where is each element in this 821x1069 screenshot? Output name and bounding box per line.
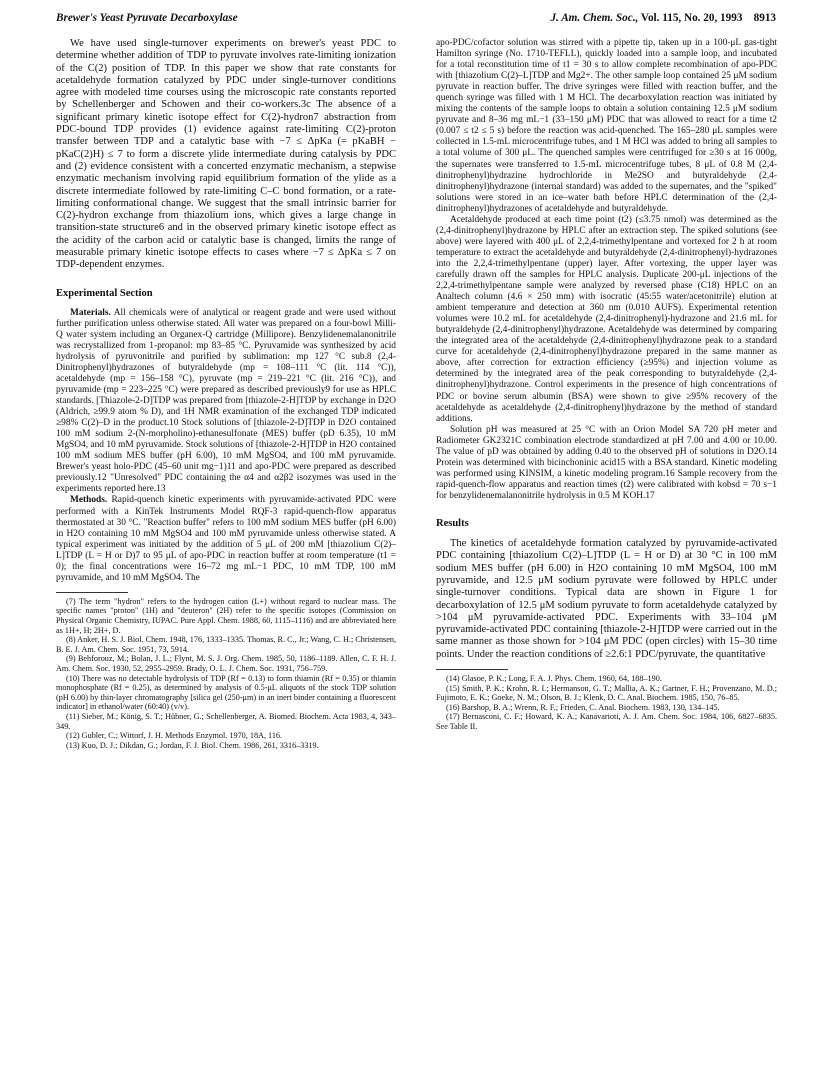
hplc-paragraph: Acetaldehyde produced at each time point (t2) (≤3.75 nmol) was determined as the (2,4-dinitrophenyl)hydrazone by HPLC after an extraction step. The spiked solutions (see above) were layered with 400 μL of 2,2,4-trimethylpentane and vortexed for 2 h at room temperature to extract the acetaldehyde and butyraldehyde (2,4-dinitrophenyl)-hydrazones into the 2,2,4-trimethylpentane (upper) layer. After vortexing, the upper layer was carefully drawn off the samples for HPLC analysis. Duplicate 200-μL injections of the 2,2,4-trimethylpentane sample were analyzed by reversed phase (C18) HPLC on an Analtech column (4.6 × 250 mm) with isocratic (45:55 water/acetonitrile) elution at ambient temperature and detection at 360 nm (0.010 AUFS). Experimental retention volumes were 10.2 mL for acetaldehyde (2,4-dinitrophenyl)-hydrazone and 21.6 mL for butyraldehyde (2,4-dinitrophenyl)hydrazone. Acetaldehyde was determined by comparing the integrated area of the acetaldehyde (2,4-dinitrophenyl)hydrazone peak to a standard curve for acetaldehyde (2,4-dinitrophenyl)hydrazone prepared in the same manner as above, after correction for extraction efficiency (≥95%) and injection volume as determined by the integrated area of the peak corresponding to butyraldehyde (2,4-dinitrophenyl)hydrazone. Control experiments in the presence of high concentrations of PDC or bovine serum albumin (BSA) were shown to give ≥95% recovery of the acetaldehyde as acetaldehyde (2,4-dinitrophenyl)hydrazone by the method of standard additions. (436, 214, 777, 424)
procedure-paragraph: apo-PDC/cofactor solution was stirred with a pipette tip, taken up in a 100-μL gas-tight Hamilton syringe (No. 1710-TEFLL), quickly loaded into a sample loop, and incubated for a total reconstitution time of t1 = 30 s to allow complete recombination of apo-PDC with [thiazolium C(2)–L]TDP and Mg2+. The other sample loop contained 25 μM sodium pyruvate in reaction buffer. The drive syringes were filled with reaction buffer, and the quench syringe was filled with 1 M HCl. The decarboxylation reaction was initiated by mixing the contents of the sample loops to obtain a solution containing 12.5 μM sodium pyruvate and 8–36 mg mL−1 (33–150 μM) PDC that was allowed to react for a time t2 (0.007 ≤ t2 ≤ 5 s) before the reaction was acid-quenched. The 165–280 μL samples were collected in 1.5-mL microcentrifuge tubes, and 1 M HCl was added to bring all samples to a total volume of 300 μL. The quenched samples were centrifuged for ≥30 s at 16 000g, the supernates were transferred to 1.5-mL microcentrifuge tubes, 8 μL of 0.8 M (2,4-dinitrophenyl)hydrazine hydrochloride in Me2SO and butyraldehyde (2,4-dinitrophenyl)hydrazone (internal standard) was added to the supernates, and the "spiked" solutions were stored in an ice–water bath before HPLC determination of the (2,4-dinitrophenyl)hydrazones of acetaldehyde and butyraldehyde. (436, 38, 777, 214)
intro-paragraph: We have used single-turnover experiments on brewer's yeast PDC to determine whether addition of TDP to pyruvate involves rate-limiting ionization of the C(2) position of TDP. In this paper we show that rate constants for acetaldehyde formation catalyzed by PDC under single-turnover conditions agree with modeled time courses using the microscopic rate constants reported by Schellenberger and Schowen and their co-workers.3c The absence of a significant primary kinetic isotope effect for C(2)-hydron7 abstraction from PDC-bound TDP provides (1) evidence against rate-limiting C(2)-proton transfer between TDP and a catalytic base with −7 ≤ ΔpKa (= pKaBH − pKaC(2)H) ≤ 7 to form a discrete ylide intermediate during catalysis by PDC and (2) evidence consistent with a concerted enzymatic mechanism, a stepwise enzymatic mechanism involving rapid equilibrium formation of the ylide as a discrete intermediate followed by rate-limiting C–C bond formation, or a rate-limiting conformational change. We suggest that the small intrinsic barrier for C(2)-hydron exchange from thiazolium ions, which gives a large change in transition-state structure6 and in the observed primary kinetic isotope effect as the acidity of the carbon acid or catalytic base is changed, limits the range of measurable primary kinetic isotope effects to cases where −7 ≤ ΔpKa ≤ 7 on TDP-dependent enzymes. (56, 38, 396, 271)
footnote: (16) Barshop, B. A.; Wrenn, R. F.; Frieden, C. Anal. Biochem. 1983, 130, 134–145. (446, 702, 720, 712)
journal-name: J. Am. Chem. Soc., (550, 12, 639, 24)
footnote: (17) Bernasconi, C. F.; Howard, K. A.; Kanavarioti, A. J. Am. Chem. Soc. 1984, 106, 6827–6835. See Table II. (436, 712, 777, 731)
footnote-divider (56, 592, 128, 593)
running-title: Brewer's Yeast Pyruvate Decarboxylase (56, 12, 238, 24)
page-header (56, 12, 776, 28)
experimental-section-title: Experimental Section (56, 287, 153, 299)
methods-paragraph (56, 495, 396, 583)
left-footnotes (56, 597, 396, 751)
footnote: (14) Glasoe, P. K.; Long, F. A. J. Phys. Chem. 1960, 64, 188–190. (446, 673, 662, 683)
methods-label: Methods. (70, 495, 108, 506)
methods-text: Rapid-quench kinetic experiments with pyruvamide-activated PDC were performed with a KinTek Instruments Model RQF-3 rapid-quench-flow apparatus thermostated at 30 °C. "Reaction buffer" refers to 100 mM sodium MES buffer (pH 6.00) in H2O containing 10 mM MgSO4 and 100 mM pyruvamide unless otherwise stated. A typical experiment was initiated by the addition of 5 μL of 200 mM [thiazolium C(2)–L]TDP (L = H or D)7 to 95 μL of apo-PDC in reaction buffer at room temperature (t1 = 0); the final concentrations were 16–72 mg mL−1 PDC, 10 mM TDP, 100 mM pyruvamide, and 10 mM MgSO4. The (56, 495, 396, 583)
left-column (56, 38, 396, 750)
materials-label: Materials. (70, 307, 111, 318)
page-number: 8913 (753, 12, 776, 24)
right-column (436, 38, 777, 732)
footnote: (11) Sieber, M.; König, S. T.; Hübner, G.; Schellenberger, A. Biomed. Biochem. Acta 1983, 4, 343–349. (56, 711, 396, 731)
footnote: (10) There was no detectable hydrolysis of TDP (Rf = 0.13) to form thiamin (Rf = 0.35) or thiamin monophosphate (Rf = 0.25), as determined by analysis of 0.5-μL aliquots of the stock TDP solution (pH 6.00) by thin-layer chromatography [silica gel (250-μm) in an inert binder containing a fluorescent indicator] in ethanol/water (60:40) (v/v). (56, 673, 396, 712)
results-section-title: Results (436, 517, 469, 529)
materials-text: All chemicals were of analytical or reagent grade and were used without further purification unless otherwise stated. All water was prepared on a four-bowl Milli-Q water system including an Organex-Q cartridge (Millipore). Benzylidenemalanonitrile was recrystallized from 1-propanol: mp 83–85 °C. Pyruvamide was synthesized by acid hydrolysis of pyruvonitrile and purified by sublimation: mp 127 °C sub.8 (2,4-Dinitrophenyl)hydrazones of butyraldehyde (mp = 108–111 °C (lit. 114 °C)), acetaldehyde (mp = 156–158 °C), pyruvate (mp = 219–221 °C (lit. 216 °C)), and pyruvamide (mp = 223–225 °C) were prepared as described previously9 for use as HPLC standards. [Thiazole-2-D]TDP was prepared from [thiazole-2-H]TDP by exchange in D2O (Aldrich, ≥99.9 atom % D), and 1H NMR examination of the exchanged TDP indicated ≥98% C(2)–D in the product.10 Stock solutions of [thiazole-2-D]TDP in D2O contained 100 mM sodium 2-(N-morpholino)-ethanesulfonate (MES) buffer (pD 6.35), 10 mM MgSO4, and 10 mM pyruvamide. Stock solutions of [thiazole-2-H]TDP in H2O contained 100 mM sodium MES buffer (pH 6.00), 10 mM MgSO4, and 100 mM pyruvamide. Brewer's yeast holo-PDC (45–60 unit mg−1)11 and apo-PDC were prepared as described previously.12 "Unresolved" PDC containing the α4 and α2β2 isozymes was used in the experiments reported here.13 (56, 307, 397, 495)
right-footnotes (436, 674, 777, 732)
footnote: (12) Gubler, C.; Wittorf, J. H. Methods Enzymol. 1970, 18A, 116. (66, 731, 283, 741)
footnote: (8) Anker, H. S. J. Biol. Chem. 1948, 176, 1333–1335. Thomas, R. C., Jr.; Wang, C. H.; Christensen, B. E. J. Am. Chem. Soc. 1951, 73, 5914. (56, 635, 396, 654)
footnote-divider (436, 669, 508, 670)
journal-volume: Vol. 115, No. 20, 1993 (640, 12, 743, 24)
footnote: (9) Behforouz, M.; Bolan, J. L.; Flynt, M. S. J. Org. Chem. 1985, 50, 1186–1189. Allen, C. F. H. J. Am. Chem. Soc. 1930, 52, 2955–2959. Brady, O. L. J. Chem. Soc. 1931, 756–759. (56, 654, 396, 674)
journal-citation (550, 12, 776, 24)
footnote: (15) Smith, P. K.; Krohn, R. I.; Hermanson, G. T.; Mallia, A. K.; Gartner, F. H.; Provenzano, M. D.; Fujimoto, E. K.; Goeke, N. M.; Olson, B. J.; Klenk, D. C. Anal. Biochem. 1985, 150, 76–85. (436, 683, 777, 703)
footnote: (13) Kuo, D. J.; Dikdan, G.; Jordan, F. J. Biol. Chem. 1986, 261, 3316–3319. (66, 740, 319, 750)
footnote: (7) The term "hydron" refers to the hydrogen cation (L+) without regard to nuclear mass. The specific names "proton" (1H) and "deuteron" (2H) refer to the specific isotopes (Commission on Physical Organic Chemistry, IUPAC. Pure Appl. Chem. 1988, 60, 1115–1116) and are abbreviated here as 1H+, H; 2H+, D. (56, 596, 396, 635)
ph-paragraph: Solution pH was measured at 25 °C with an Orion Model SA 720 pH meter and Radiometer GK2321C combination electrode standardized at pH 7.00 and 4.00 or 10.00. The value of pD was obtained by adding 0.40 to the observed pH of solutions in D2O.14 Protein was determined with bicinchoninic acid15 with a BSA standard. Kinetic modeling was performed using KINSIM, a kinetic modeling program.16 Sample recovery from the rapid-quench-flow apparatus and reaction times (t2) were calibrated with kobsd = 70 s−1 for benzylidenemalanonitrile hydrolysis in 0.5 M KOH.17 (436, 424, 777, 501)
results-paragraph: The kinetics of acetaldehyde formation catalyzed by pyruvamide-activated PDC containing [thiazolium C(2)–L]TDP (L = H or D) at 30 °C in 100 mM sodium MES buffer (pH 6.00) in H2O containing 10 mM MgSO4, 100 mM pyruvamide, and 12.5 μM sodium pyruvate were followed by HPLC under single-turnover conditions. Typical data are shown in Figure 1 for decarboxylation of 12.5 μM sodium pyruvate to form acetaldehyde catalyzed by >104 μM pyruvamide-activated PDC. Experiments with 33–104 μM pyruvamide-activated PDC containing [thiazole-2-H]TDP were carried out in the same manner as those shown for >104 μM PDC (open circles) with 15–30 time points. Under the reaction conditions of ≥2.6:1 PDC/pyruvate, the quantitative (436, 538, 777, 660)
materials-paragraph (56, 308, 396, 496)
